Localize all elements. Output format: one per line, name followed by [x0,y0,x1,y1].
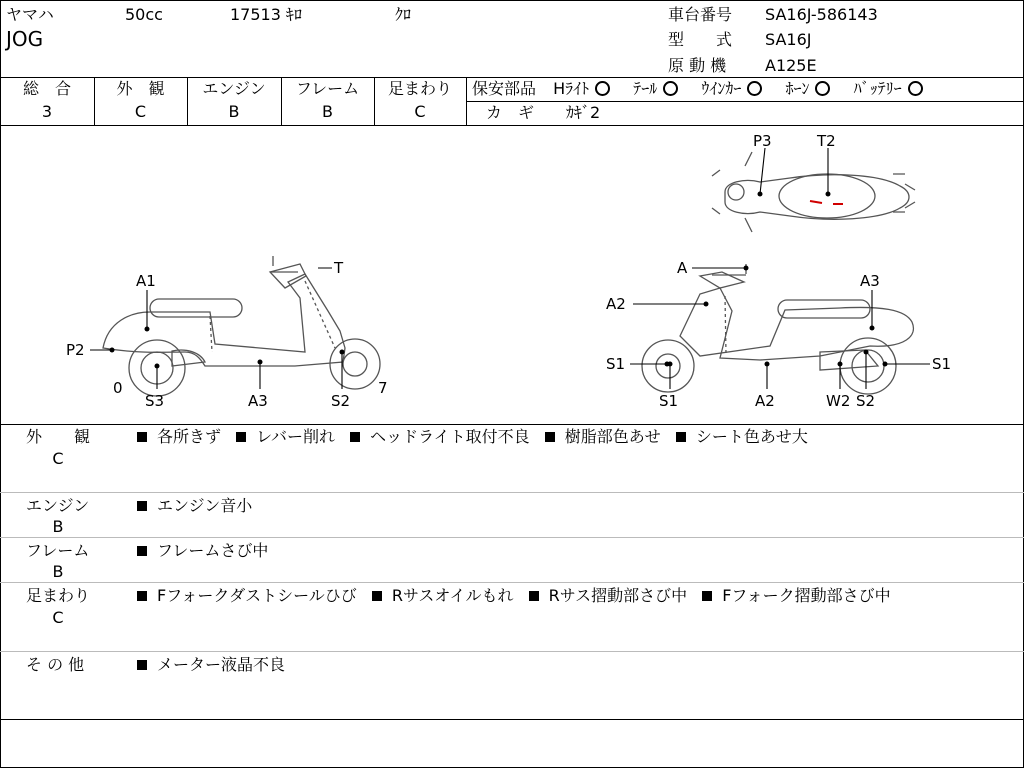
equipment-item [553,79,610,98]
bullet-square-icon [236,432,246,442]
frame-no-label: 車台番号 [668,5,733,24]
diagram-labels-left [66,259,388,410]
equipment-item [633,79,678,98]
bullet-square-icon [137,660,147,670]
engine-score: B [228,102,240,121]
equipment-item-name: ﾊﾞｯﾃﾘｰ [853,79,902,98]
note-item: Rサス摺動部さび中 [548,586,688,605]
bullet-square-icon [137,591,147,601]
total-score: 3 [41,102,53,121]
equipment-item [854,79,923,98]
engine-model: A125E [765,56,817,75]
diagram-label: S1 [932,355,952,373]
bullet-square-icon [676,432,686,442]
frame-no: SA16J-586143 [765,5,878,24]
equipment-item [701,79,762,98]
note-items [137,428,808,446]
note-items [137,497,252,515]
note-item: Fフォーク摺動部さび中 [722,586,891,605]
diagram-label: P3 [753,132,772,150]
divider [0,582,1024,583]
diagram-label: P2 [66,341,85,359]
frame-label: フレーム [295,79,360,98]
note-item: フレームさび中 [157,541,269,560]
diagram-label: 0 [113,379,123,397]
diagram-label: A3 [860,272,880,290]
ok-circle-icon [747,81,762,96]
damage-marker [810,201,843,204]
diagram-label: A2 [755,392,775,410]
note-grade: C [52,449,64,468]
note-item: 各所きず [157,427,222,446]
note-item: エンジン音小 [157,496,253,515]
type-value: SA16J [765,30,812,49]
diagram-label: W2 [826,392,851,410]
color: ｸﾛ [395,5,412,24]
divider [0,537,1024,538]
bullet-square-icon [372,591,382,601]
ok-circle-icon [595,81,610,96]
divider [0,77,1024,78]
note-item: ヘッドライト取付不良 [370,427,530,446]
exterior-score: C [134,102,147,121]
note-item: Rサスオイルもれ [391,586,514,605]
divider [0,651,1024,652]
scooter-top-view [712,152,915,232]
diagram-label: 7 [378,379,388,397]
key-value: ｶｷﾞ2 [566,103,601,122]
displacement: 50cc [125,5,163,24]
note-label: 外 観 [26,427,91,446]
equipment-item-name: ｳｲﾝｶｰ [701,79,742,98]
exterior-label: 外 観 [116,79,165,98]
divider [0,424,1024,425]
diagram-label: S1 [606,355,626,373]
type-label: 型 式 [668,30,733,49]
note-item: シート色あせ大 [695,427,808,446]
ok-circle-icon [908,81,923,96]
diagram-label: T2 [817,132,836,150]
frame-score: B [322,102,333,121]
divider [466,101,1024,102]
note-items [137,656,285,674]
diagram-label: S2 [856,392,876,410]
note-label: エンジン [26,496,90,515]
equipment-item-name: ﾎｰﾝ [785,79,810,98]
diagram-label: A1 [136,272,156,290]
ok-circle-icon [815,81,830,96]
diagram-label: T [334,259,344,277]
note-grade: B [52,562,64,581]
bullet-square-icon [702,591,712,601]
equipment-label: 保安部品 [472,79,537,98]
model-name: JOG [6,27,44,51]
equipment-item-name: Hﾗｲﾄ [553,79,590,98]
engine-model-label: 原 動 機 [668,56,727,75]
diagram-label: A2 [606,295,626,313]
maker: ヤマハ [6,5,54,24]
note-item: 樹脂部色あせ [564,427,661,446]
total-label: 総 合 [22,79,71,98]
key-label: カ ギ [486,103,535,122]
diagram-label: S2 [331,392,351,410]
engine-label: エンジン [202,79,266,98]
diagram-label: A3 [248,392,268,410]
note-label: 足まわり [26,586,91,605]
equipment-row [472,80,923,98]
note-item: レバー削れ [256,427,335,446]
note-item: メーター液晶不良 [157,655,286,674]
diagram-label: S1 [659,392,679,410]
diagram-label: S3 [145,392,165,410]
bullet-square-icon [529,591,539,601]
note-label: そ の 他 [26,655,85,674]
diagram-label: A [677,259,688,277]
equipment-item-name: ﾃｰﾙ [633,79,658,98]
note-grade: C [52,608,64,627]
note-grade: B [52,517,64,536]
note-item: Fフォークダストシールひび [157,586,357,605]
bullet-square-icon [137,432,147,442]
note-label: フレーム [26,541,90,560]
diagram-labels-top [753,132,836,150]
divider [0,492,1024,493]
mileage: 17513 ｷﾛ [230,5,302,24]
diagram-labels-right [606,259,951,410]
note-items [137,542,268,560]
bullet-square-icon [545,432,555,442]
ok-circle-icon [663,81,678,96]
bullet-square-icon [137,501,147,511]
equipment-item [785,79,830,98]
note-items [137,587,891,605]
suspension-score: C [414,102,426,121]
bullet-square-icon [137,546,147,556]
bullet-square-icon [350,432,360,442]
divider [0,719,1024,720]
damage-diagram [0,126,1024,424]
suspension-label: 足まわり [387,79,452,98]
